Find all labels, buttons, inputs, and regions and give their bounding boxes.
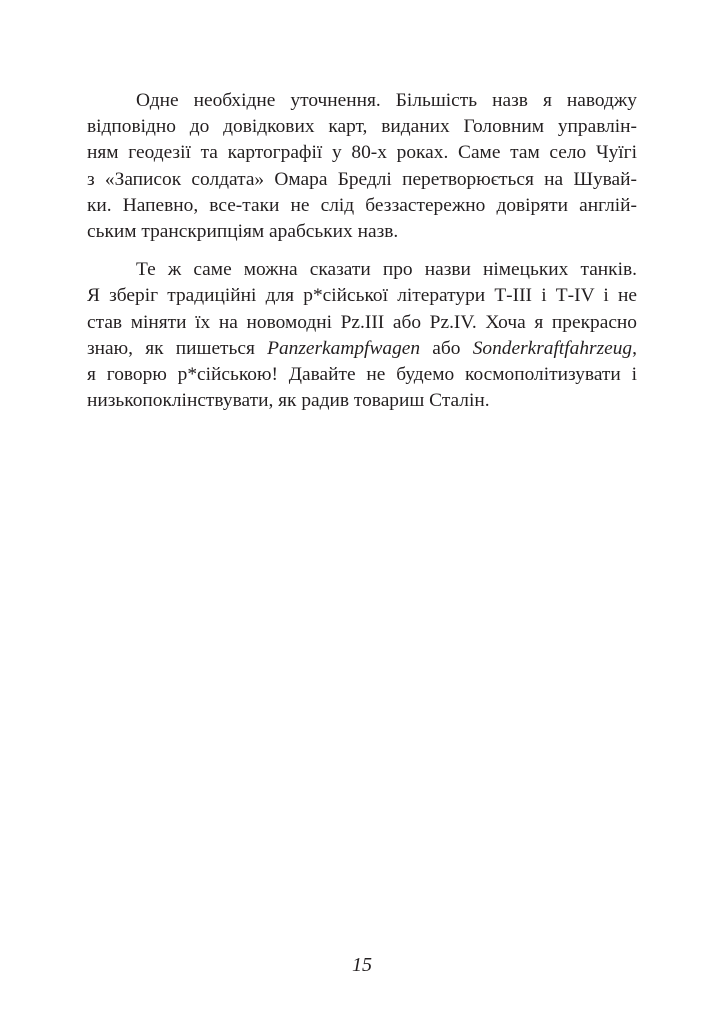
paragraph-line: низькопоклінствувати, як радив товариш Сталін.: [87, 390, 490, 412]
line-segment: ,: [632, 337, 637, 359]
paragraph-line-with-italics: [87, 336, 637, 362]
paragraph-line: відповідно до довідкових карт, виданих Головним управлін-: [87, 116, 637, 138]
paragraph-line: з «Записок солдата» Омара Бредлі перетворюється на Шувай-: [87, 168, 637, 190]
paragraph-line: ки. Напевно, все-таки не слід беззастережно довіряти англій-: [87, 194, 637, 216]
paragraph-line: став міняти їх на новомодні Pz.III або Pz.IV. Хоча я прекрасно: [87, 311, 637, 333]
paragraph-line: Одне необхідне уточнення. Більшість назв я наводжу: [136, 90, 637, 111]
paragraph-1: [87, 88, 637, 245]
paragraph-line: ням геодезії та картографії у 80-х роках. Саме там село Чуїгі: [87, 142, 637, 164]
paragraph-line: Я зберіг традиційні для р*сійської літератури Т-III і Т-IV і не: [87, 285, 637, 307]
body-text: [87, 88, 637, 414]
italic-term-panzerkampfwagen: Panzerkampfwagen: [267, 337, 421, 359]
line-segment: знаю, як пишеться: [87, 337, 268, 359]
paragraph-spacer: [87, 245, 637, 257]
paragraph-line: ським транскрипціям арабських назв.: [87, 220, 399, 242]
paragraph-line: Те ж саме можна сказати про назви німецьких танків.: [136, 259, 637, 281]
line-segment: або: [420, 337, 473, 359]
italic-term-sonderkraftfahrzeug: Sonderkraftfahrzeug: [472, 337, 633, 359]
paragraph-2: [87, 257, 637, 414]
paragraph-line: я говорю р*сійською! Давайте не будемо космополітизувати і: [87, 363, 637, 385]
page-number: 15: [352, 954, 372, 976]
